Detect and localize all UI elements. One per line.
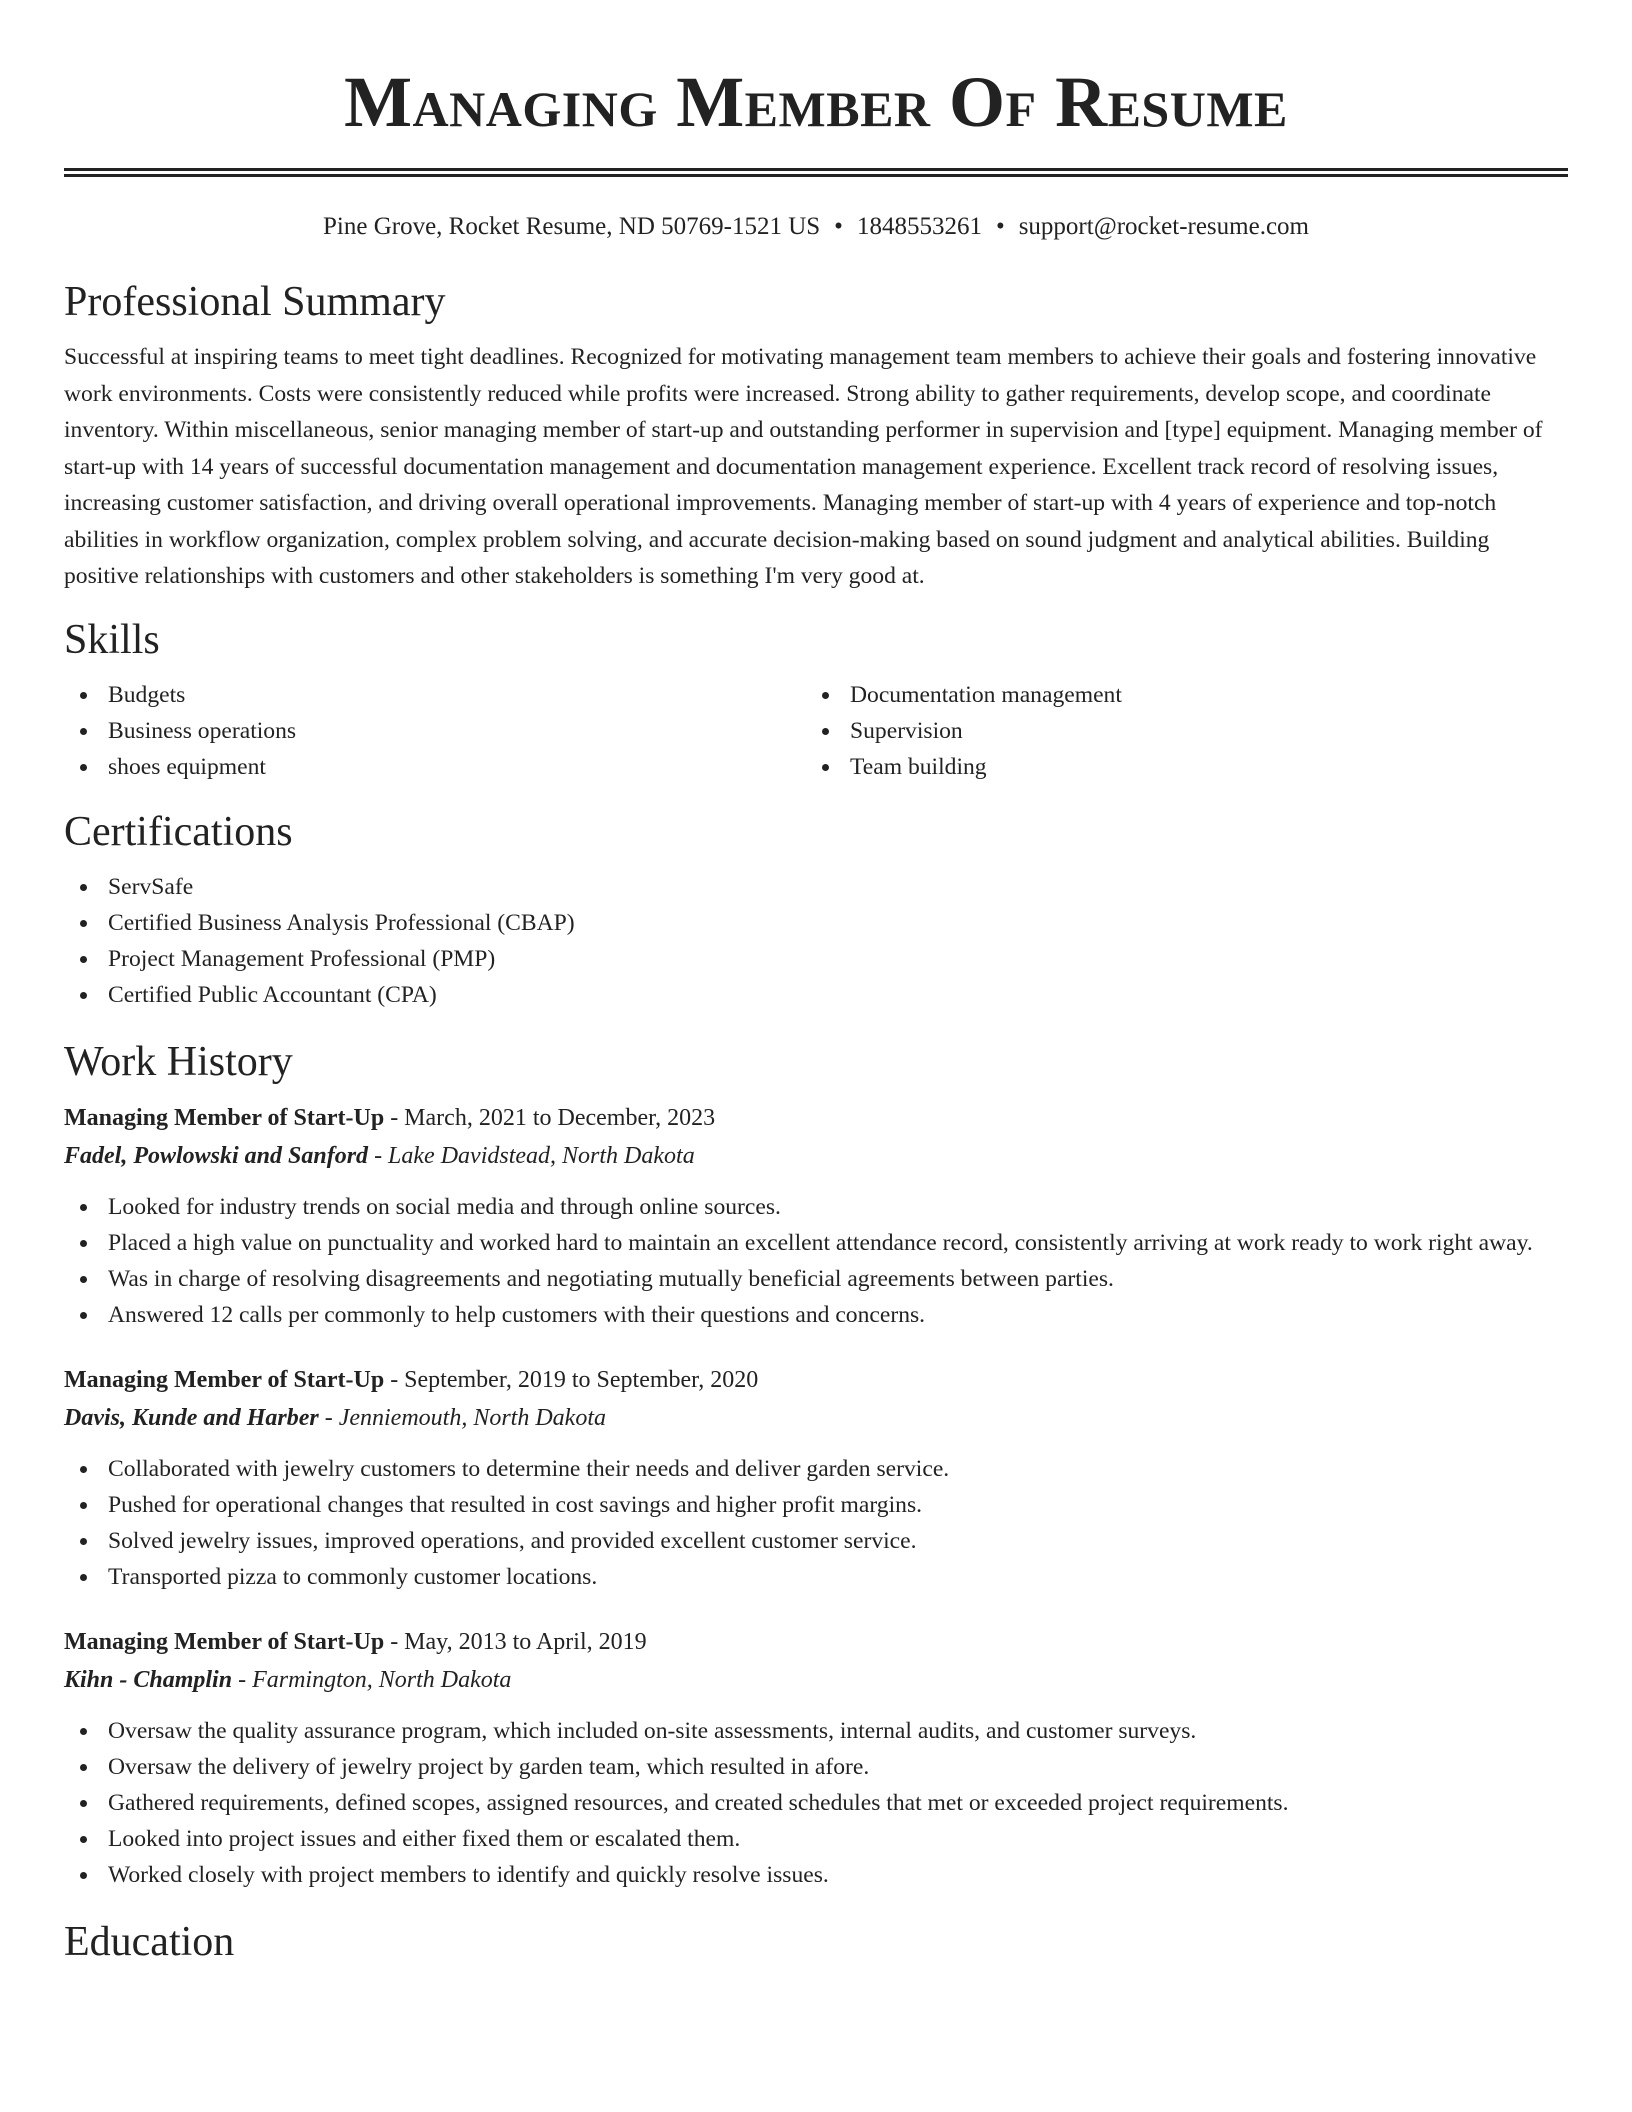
work-history-heading: Work History	[64, 1038, 293, 1085]
skills-heading: Skills	[64, 616, 160, 663]
contact-separator: •	[834, 213, 843, 240]
title-divider	[64, 168, 1568, 177]
skill-item: Business operations	[64, 713, 806, 749]
job-bullet: Looked for industry trends on social media and through online sources.	[64, 1189, 1568, 1225]
job-bullet: Answered 12 calls per commonly to help customers with their questions and concerns.	[64, 1297, 1568, 1333]
job-bullet: Worked closely with project members to identify and quickly resolve issues.	[64, 1857, 1568, 1893]
job-bullet: Gathered requirements, defined scopes, assigned resources, and created schedules that met or exceeded project requirements.	[64, 1785, 1568, 1821]
job-dates: - May, 2013 to April, 2019	[384, 1628, 647, 1655]
summary-heading: Professional Summary	[64, 279, 446, 325]
certification-item: Project Management Professional (PMP)	[64, 941, 1568, 977]
job-title-line	[64, 1099, 1568, 1137]
job-company-line	[64, 1399, 1568, 1437]
job-entry	[64, 1623, 1568, 1893]
job-bullets	[64, 1189, 1568, 1333]
summary-text: Successful at inspiring teams to meet tight deadlines. Recognized for motivating management team members to achieve their goals and fostering innovative work environments. Costs were consistently reduced while profits were increased. Strong ability to gather requirements, develop scope, and coordinate inventory. Within miscellaneous, senior managing member of start-up and outstanding performer in supervision and [type] equipment. Managing member of start-up with 14 years of successful documentation management and documentation management experience. Excellent track record of resolving issues, increasing customer satisfaction, and driving overall operational improvements. Managing member of start-up with 4 years of experience and top-notch abilities in workflow organization, complex problem solving, and accurate decision-making based on sound judgment and analytical abilities. Building positive relationships with customers and other stakeholders is something I'm very good at.	[64, 344, 1543, 589]
job-bullet: Placed a high value on punctuality and worked hard to maintain an excellent attendance record, consistently arriving at work ready to work right away.	[64, 1225, 1568, 1261]
job-location: - Lake Davidstead, North Dakota	[368, 1142, 695, 1169]
job-title: Managing Member of Start-Up	[64, 1366, 385, 1393]
skills-column-left	[64, 677, 806, 785]
contact-phone: 1848553261	[856, 213, 982, 240]
certification-item: Certified Business Analysis Professional (CBAP)	[64, 905, 1568, 941]
job-location: - Jenniemouth, North Dakota	[318, 1404, 606, 1431]
skill-item: shoes equipment	[64, 749, 806, 785]
job-company-line	[64, 1661, 1568, 1699]
job-bullets	[64, 1451, 1568, 1595]
job-bullet: Oversaw the delivery of jewelry project by garden team, which resulted in afore.	[64, 1749, 1568, 1785]
job-bullets	[64, 1713, 1568, 1893]
contact-line	[64, 211, 1568, 243]
job-dates: - March, 2021 to December, 2023	[384, 1104, 716, 1131]
certifications-heading: Certifications	[64, 808, 293, 855]
job-dates: - September, 2019 to September, 2020	[384, 1366, 759, 1393]
job-entry	[64, 1361, 1568, 1595]
job-bullet: Solved jewelry issues, improved operations, and provided excellent customer service.	[64, 1523, 1568, 1559]
job-bullet: Oversaw the quality assurance program, which included on-site assessments, internal audits, and customer surveys.	[64, 1713, 1568, 1749]
job-bullet: Looked into project issues and either fixed them or escalated them.	[64, 1821, 1568, 1857]
certification-item: ServSafe	[64, 869, 1568, 905]
contact-address: Pine Grove, Rocket Resume, ND 50769-1521 US	[323, 213, 821, 240]
skill-item: Documentation management	[806, 677, 1548, 713]
skills-list	[64, 677, 1568, 785]
education-heading: Education	[64, 1918, 235, 1965]
job-title: Managing Member of Start-Up	[64, 1628, 385, 1655]
skill-item: Team building	[806, 749, 1548, 785]
skill-item: Supervision	[806, 713, 1548, 749]
job-company-line	[64, 1137, 1568, 1175]
contact-separator: •	[995, 213, 1005, 240]
skill-item: Budgets	[64, 677, 806, 713]
resume-title: Managing Member Of Resume	[344, 62, 1288, 142]
skills-column-right	[806, 677, 1548, 785]
job-bullet: Collaborated with jewelry customers to determine their needs and deliver garden service.	[64, 1451, 1568, 1487]
job-company: Davis, Kunde and Harber	[64, 1404, 319, 1431]
job-title: Managing Member of Start-Up	[64, 1104, 385, 1131]
certifications-list	[64, 869, 1568, 1013]
job-bullet: Pushed for operational changes that resulted in cost savings and higher profit margins.	[64, 1487, 1568, 1523]
job-company: Fadel, Powlowski and Sanford	[64, 1142, 369, 1169]
job-bullet: Transported pizza to commonly customer locations.	[64, 1559, 1568, 1595]
job-title-line	[64, 1361, 1568, 1399]
certification-item: Certified Public Accountant (CPA)	[64, 977, 1568, 1013]
job-title-line	[64, 1623, 1568, 1661]
job-company: Kihn - Champlin	[64, 1666, 233, 1693]
resume-page	[64, 0, 1568, 1967]
job-entry	[64, 1099, 1568, 1333]
job-location: - Farmington, North Dakota	[232, 1666, 512, 1693]
contact-email: support@rocket-resume.com	[1018, 213, 1309, 240]
job-bullet: Was in charge of resolving disagreements and negotiating mutually beneficial agreements between parties.	[64, 1261, 1568, 1297]
